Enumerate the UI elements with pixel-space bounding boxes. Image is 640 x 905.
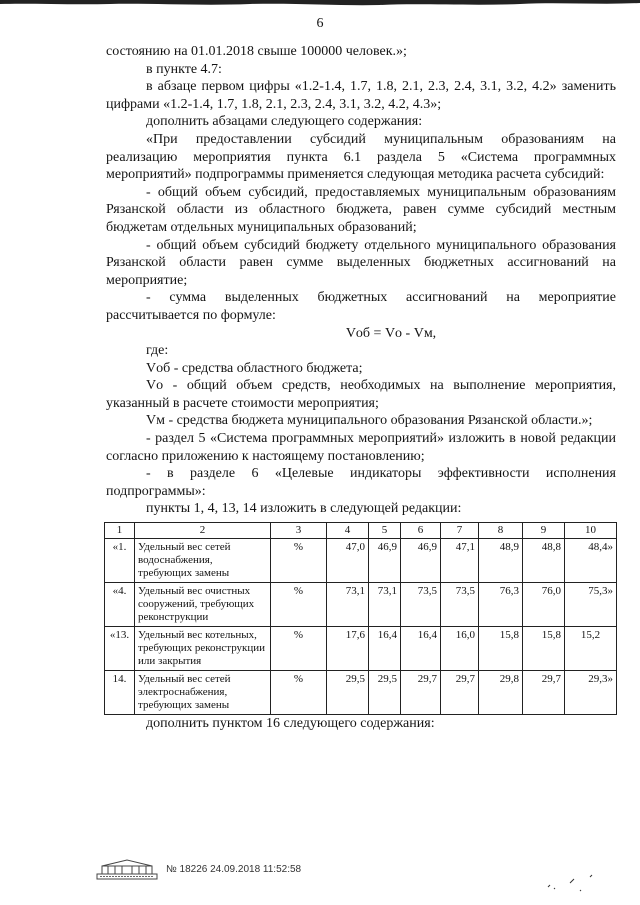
pen-mark-icon (540, 865, 600, 895)
paragraph: дополнить абзацами следующего содержания: (146, 114, 423, 130)
table-cell: 15,8 (479, 627, 523, 671)
paragraph: где: (146, 343, 169, 359)
table-cell: Удельный вес очистных сооружений, требующих реконструкции (135, 583, 271, 627)
table-header-cell: 7 (441, 523, 479, 539)
table-cell: % (271, 627, 327, 671)
table-header-cell: 1 (105, 523, 135, 539)
registry-building-icon (96, 858, 158, 880)
paragraph: - общий объем субсидий бюджету отдельного муниципального образования Рязанской области равен сумме выделенных бюджетных ассигнований на мероприятие; (106, 237, 616, 288)
paragraph: - общий объем субсидий, предоставляемых муниципальным образованиям Рязанской области из областного бюджета, равен сумме субсидий местным бюджетам отдельных муниципальных образований; (106, 184, 616, 235)
table-cell: Удельный вес котельных, требующих реконструкции или закрытия (135, 627, 271, 671)
paragraph: Vо - общий объем средств, необходимых на выполнение мероприятия, указанный в расчете стоимости мероприятия; (106, 378, 616, 411)
table-cell: 15,2 (565, 627, 617, 671)
table-cell: 73,5 (441, 583, 479, 627)
table-cell: 47,1 (441, 539, 479, 583)
table-header-cell: 2 (135, 523, 271, 539)
page-number: 6 (316, 16, 324, 31)
table-header-cell: 9 (523, 523, 565, 539)
table-cell: «13. (105, 627, 135, 671)
table-cell: 16,0 (441, 627, 479, 671)
table-row (105, 627, 617, 671)
table-header-row (105, 523, 617, 539)
table-cell: 15,8 (523, 627, 565, 671)
paragraph: Vоб - средства областного бюджета; (146, 360, 363, 376)
table-cell: 29,7 (523, 671, 565, 715)
table-cell: 73,1 (327, 583, 369, 627)
indicators-table (104, 522, 617, 715)
paragraph: - сумма выделенных бюджетных ассигнований на мероприятие рассчитывается по формуле: (106, 290, 616, 323)
paragraph: Vм - средства бюджета муниципального образования Рязанской области.»; (146, 413, 593, 429)
table-cell: 17,6 (327, 627, 369, 671)
table-row (105, 671, 617, 715)
table-cell: 29,5 (369, 671, 401, 715)
document-stamp: № 18226 24.09.2018 11:52:58 (166, 863, 302, 875)
table-row (105, 583, 617, 627)
table-cell: Удельный вес сетей электроснабжения, требующих замены (135, 671, 271, 715)
paragraph: - раздел 5 «Система программных мероприятий» изложить в новой редакции согласно приложению к настоящему постановлению; (106, 431, 616, 464)
table-cell: 75,3» (565, 583, 617, 627)
table-cell: 29,8 (479, 671, 523, 715)
scan-edge-artifact (0, 0, 640, 8)
paragraph: дополнить пунктом 16 следующего содержания: (146, 716, 435, 732)
table-cell: 29,3» (565, 671, 617, 715)
table-cell: 29,7 (441, 671, 479, 715)
table-cell: 73,5 (401, 583, 441, 627)
formula: Vоб = Vо - Vм, (345, 325, 437, 341)
document-body (106, 43, 616, 733)
table-cell: «4. (105, 583, 135, 627)
table-cell: 48,9 (479, 539, 523, 583)
table-cell: 14. (105, 671, 135, 715)
table-cell: 48,4» (565, 539, 617, 583)
table-cell: 16,4 (401, 627, 441, 671)
paragraph: состоянию на 01.01.2018 свыше 100000 человек.»; (106, 44, 407, 59)
table-header-cell: 4 (327, 523, 369, 539)
paragraph: - в разделе 6 «Целевые индикаторы эффективности исполнения подпрограммы»: (106, 466, 616, 499)
paragraph: в абзаце первом цифры «1.2-1.4, 1.7, 1.8, 2.1, 2.3, 2.4, 3.1, 3.2, 4.2» заменить цифрами «1.2-1.4, 1.7, 1.8, 2.1, 2.3, 2.4, 3.1, 3.2, 4.2, 4.3»; (106, 79, 616, 112)
table-cell: 73,1 (369, 583, 401, 627)
table-header-cell: 8 (479, 523, 523, 539)
table-cell: 46,9 (369, 539, 401, 583)
table-header-cell: 10 (565, 523, 617, 539)
table-row (105, 539, 617, 583)
paragraph: «При предоставлении субсидий муниципальным образованиям на реализацию мероприятия пункта 6.1 раздела 5 «Система программных мероприятий» подпрограммы применяется следующая методика расчета субсидий: (106, 131, 616, 183)
table-cell: 76,0 (523, 583, 565, 627)
paragraph: пункты 1, 4, 13, 14 изложить в следующей редакции: (146, 501, 462, 517)
table-cell: 29,7 (401, 671, 441, 715)
table-cell: 48,8 (523, 539, 565, 583)
document-footer (96, 858, 301, 880)
table-header-cell: 5 (369, 523, 401, 539)
table-header-cell: 3 (271, 523, 327, 539)
table-cell: % (271, 539, 327, 583)
table-cell: 46,9 (401, 539, 441, 583)
table-cell: Удельный вес сетей водоснабжения, требующих замены (135, 539, 271, 583)
table-cell: % (271, 583, 327, 627)
paragraph: в пункте 4.7: (146, 61, 222, 77)
table-header-cell: 6 (401, 523, 441, 539)
table-cell: 16,4 (369, 627, 401, 671)
table-cell: % (271, 671, 327, 715)
table-cell: 29,5 (327, 671, 369, 715)
table-cell: 47,0 (327, 539, 369, 583)
table-cell: «1. (105, 539, 135, 583)
table-cell: 76,3 (479, 583, 523, 627)
